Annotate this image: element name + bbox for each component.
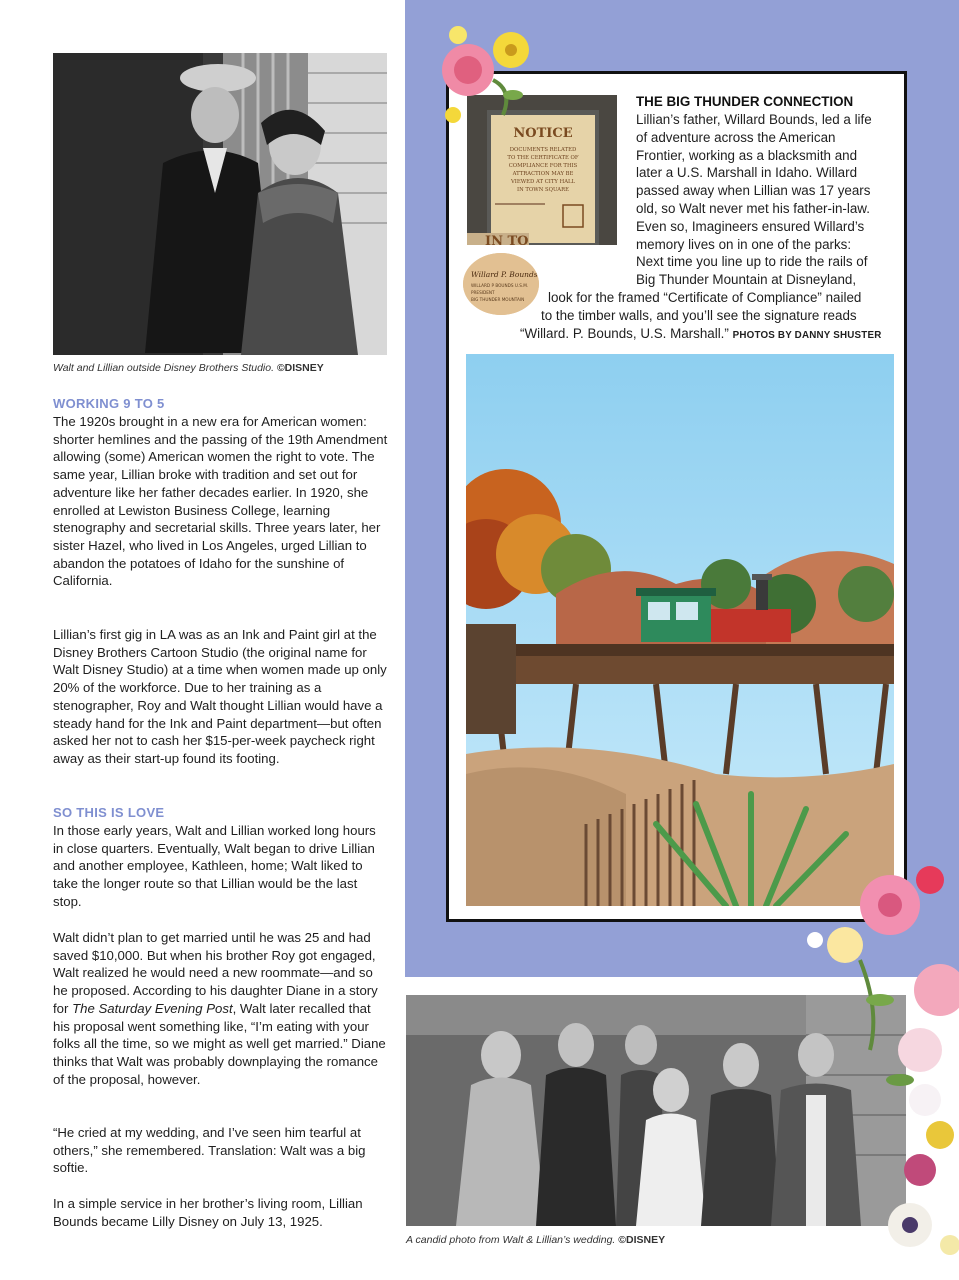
sidebar-heading: THE BIG THUNDER CONNECTION — [636, 94, 854, 109]
sidebar-line: Next time you line up to ride the rails of — [636, 254, 868, 270]
signature-line: WILLARD P BOUNDS U.S.M. — [471, 283, 529, 288]
floral-decoration-top — [433, 20, 543, 140]
notice-line: VIEWED AT CITY HALL — [510, 179, 576, 185]
notice-line: ATTRACTION MAY BE — [512, 171, 574, 177]
sidebar-line: to the timber walls, and you’ll see the signature reads — [541, 307, 857, 323]
sidebar-line: memory lives on in one of the parks: — [636, 236, 852, 252]
sidebar-line: passed away when Lillian was 17 years — [636, 183, 871, 199]
paragraph: The 1920s brought in a new era for American women: shorter hemlines and the passing of the 19th Amendment allowing (some) American women the right to vote. The same year, Lillian broke with tradition and set out for adventure like her father decades earlier. In 1920, she enrolled at Lewiston Business College, learning stenography and secretarial skills. Three years later, her sister Hazel, who lived in Los Angeles, urged Lillian to abandon the potatoes of Idaho for the sunshine of California. — [53, 414, 388, 589]
section-heading-so-this-is-love: SO THIS IS LOVE — [53, 805, 165, 820]
photo-walt-and-lillian — [53, 53, 387, 355]
paragraph: “He cried at my wedding, and I’ve seen him tearful at others,” she remembered. Translation: Walt was a big softie. — [53, 1125, 366, 1176]
photo-credit: PHOTOS BY DANNY SHUSTER — [732, 329, 882, 341]
sidebar-line: “Willard. P. Bounds, U.S. Marshall.” PHOTOS BY DANNY SHUSTER — [520, 325, 882, 341]
paragraph: Walt didn’t plan to get married until he was 25 and had saved $10,000. But when his brother Roy got engaged, Walt realized he would need a new roommate—and so he proposed. According to his daughter Diane in a story for The Saturday Evening Post, Walt later recalled that his proposal went something like, “I’m eating with your folks all the time, so we might as well get married.” Diane thinks that Walt was probably downplaying the romance of the proposal, however. — [53, 930, 386, 1087]
notice-line: COMPLIANCE FOR THIS — [508, 163, 578, 169]
section-heading-working-9-to-5: WORKING 9 TO 5 — [53, 396, 165, 411]
notice-line: IN TOWN SQUARE — [516, 187, 570, 193]
notice-inset-text: IN TO — [485, 234, 529, 245]
photo-big-thunder-train — [466, 354, 894, 906]
notice-line: TO THE CERTIFICATE OF — [507, 155, 579, 161]
paragraph: In a simple service in her brother’s living room, Lillian Bounds became Lilly Disney on July 13, 1925. — [53, 1196, 363, 1229]
sidebar-line: later a U.S. Marshall in Idaho. Willard — [636, 165, 858, 181]
signature-line: BIG THUNDER MOUNTAIN — [471, 297, 525, 302]
notice-line: DOCUMENTS RELATED — [509, 147, 577, 153]
signature-line: PRESIDENT — [471, 290, 495, 295]
sidebar-body — [520, 111, 896, 344]
wedding-caption: A candid photo from Walt & Lillian’s wedding. ©DISNEY — [406, 1234, 666, 1246]
sidebar-line: Big Thunder Mountain at Disneyland, — [636, 272, 857, 288]
sidebar-line: Lillian’s father, Willard Bounds, led a life — [636, 112, 872, 127]
sidebar-line: of adventure across the American — [636, 129, 836, 145]
sidebar-line: look for the framed “Certificate of Compliance” nailed — [548, 289, 862, 305]
sidebar-line: Even so, Imagineers ensured Willard’s — [636, 218, 865, 234]
photo1-caption: Walt and Lillian outside Disney Brothers Studio. ©DISNEY — [53, 362, 324, 374]
sidebar-line: Frontier, working as a blacksmith and — [636, 147, 858, 163]
paragraph: Lillian’s first gig in LA was as an Ink and Paint girl at the Disney Brothers Cartoon Studio (the original name for Walt Disney Studio) at a time when women made up only 20% of the workforce. Due to her training as a stenographer, Roy and Walt thought Lillian would have a steady hand for the Ink and Paint department—but often asked her not to cash her $15-per-week paycheck right away as their start-up found its footing. — [53, 627, 387, 766]
signature-text: Willard P. Bounds — [471, 270, 538, 279]
floral-decoration-right — [800, 850, 959, 1270]
notice-title: NOTICE — [513, 126, 573, 141]
paragraph: In those early years, Walt and Lillian worked long hours in close quarters. Eventually, Walt began to drive Lillian and another employee, Kathleen, home; Walt liked to take the longer route so that Lillian would be the last stop. — [53, 823, 376, 909]
sidebar-line: old, so Walt never met his father-in-law. — [636, 200, 870, 216]
